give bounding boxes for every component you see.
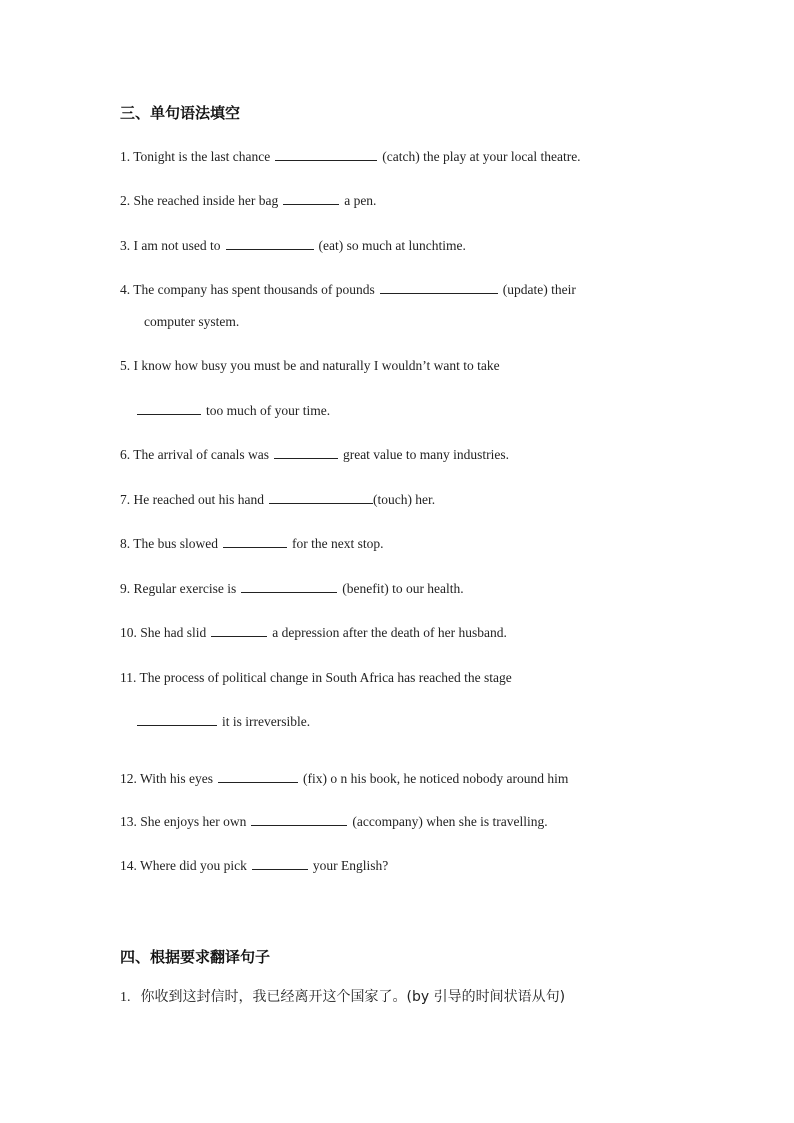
question-4: [120, 281, 576, 299]
question-9: [120, 580, 464, 598]
answer-blank[interactable]: [283, 192, 339, 205]
question-number: 1.: [120, 990, 131, 1005]
question-text: (accompany) when she is travelling.: [352, 814, 548, 829]
answer-blank[interactable]: [226, 237, 314, 250]
question-text: 9. Regular exercise is: [120, 581, 237, 596]
question-14: [120, 857, 388, 875]
question-1: [120, 148, 581, 166]
answer-blank[interactable]: [252, 857, 308, 870]
question-text: 1. Tonight is the last chance: [120, 149, 271, 164]
question-text: 你收到这封信时，我已经离开这个国家了。(by 引导的时间状语从句): [140, 989, 566, 1005]
question-4-continuation: computer system.: [144, 314, 240, 329]
translation-question-1: [120, 988, 565, 1007]
question-text: a pen.: [344, 193, 377, 208]
question-text: 6. The arrival of canals was: [120, 447, 269, 462]
question-2: [120, 192, 376, 210]
answer-blank[interactable]: [218, 770, 298, 783]
answer-blank[interactable]: [269, 491, 373, 504]
question-text: 2. She reached inside her bag: [120, 193, 279, 208]
answer-blank[interactable]: [137, 402, 201, 415]
answer-blank[interactable]: [241, 580, 337, 593]
question-6: [120, 446, 509, 464]
question-13: [120, 813, 548, 831]
answer-blank[interactable]: [137, 713, 217, 726]
question-text: it is irreversible.: [222, 714, 311, 729]
question-text: 7. He reached out his hand: [120, 492, 264, 507]
question-text: 3. I am not used to: [120, 238, 221, 253]
question-text: for the next stop.: [292, 536, 384, 551]
answer-blank[interactable]: [274, 446, 338, 459]
answer-blank[interactable]: [223, 535, 287, 548]
question-text: 10. She had slid: [120, 625, 207, 640]
question-11: 11. The process of political change in South Africa has reached the stage: [120, 670, 512, 685]
question-11-continuation: [132, 713, 310, 731]
question-3: [120, 237, 466, 255]
question-7: [120, 491, 435, 509]
answer-blank[interactable]: [380, 281, 498, 294]
question-text: (touch) her.: [372, 492, 436, 507]
question-text: your English?: [312, 858, 389, 873]
question-text: 12. With his eyes: [120, 771, 213, 786]
question-text: 4. The company has spent thousands of pounds: [120, 282, 375, 297]
question-text: 14. Where did you pick: [120, 858, 247, 873]
question-text: (catch) the play at your local theatre.: [382, 149, 581, 164]
question-text: 8. The bus slowed: [120, 536, 218, 551]
question-text: a depression after the death of her husband.: [272, 625, 507, 640]
answer-blank[interactable]: [251, 813, 347, 826]
question-5: 5. I know how busy you must be and naturally I wouldn’t want to take: [120, 358, 500, 373]
section-3-title: 三、单句语法填空: [120, 104, 241, 122]
question-text: too much of your time.: [206, 403, 331, 418]
section-4-title: 四、根据要求翻译句子: [120, 948, 271, 966]
question-10: [120, 624, 507, 642]
question-text: (update) their: [502, 282, 576, 297]
answer-blank[interactable]: [211, 624, 267, 637]
question-text: (fix) o n his book, he noticed nobody around him: [302, 771, 569, 786]
question-text: (eat) so much at lunchtime.: [318, 238, 466, 253]
question-5-continuation: [132, 402, 330, 420]
question-8: [120, 535, 383, 553]
question-12: [120, 770, 568, 788]
question-text: 13. She enjoys her own: [120, 814, 247, 829]
answer-blank[interactable]: [275, 148, 377, 161]
question-text: great value to many industries.: [342, 447, 510, 462]
question-text: (benefit) to our health.: [342, 581, 464, 596]
